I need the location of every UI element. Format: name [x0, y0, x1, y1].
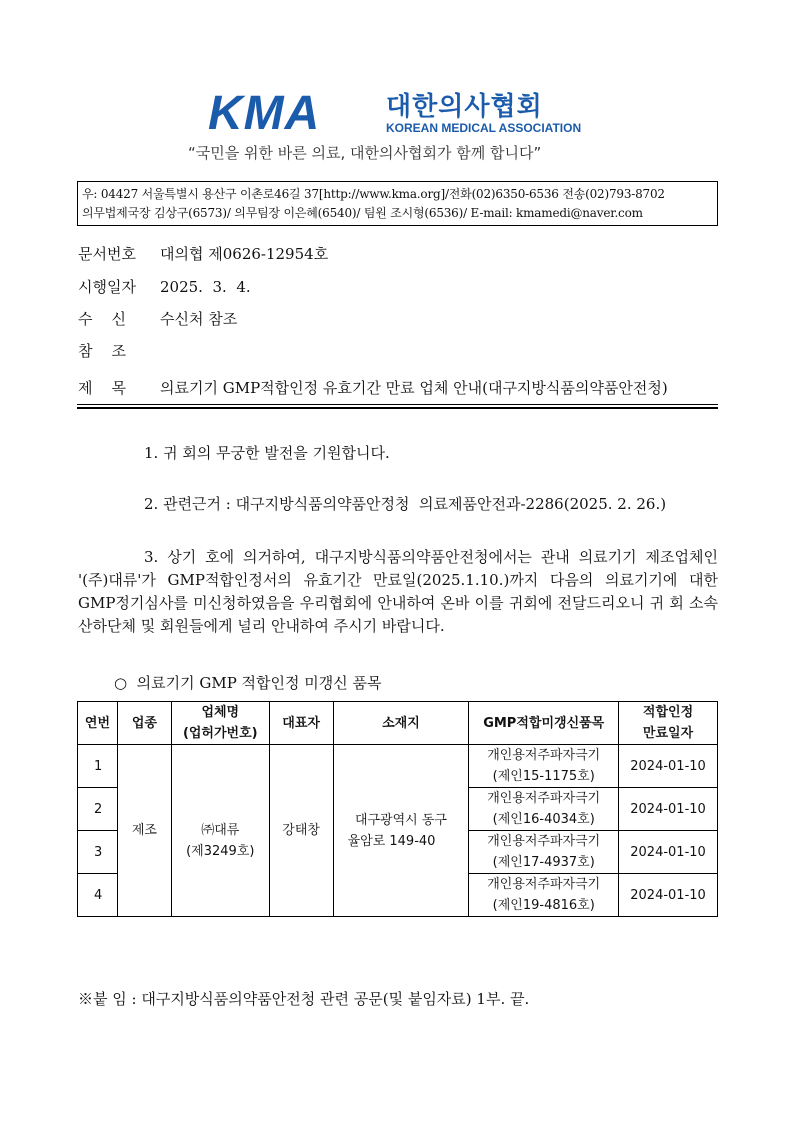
- cell-product: [469, 874, 619, 917]
- paragraph-2: 2. 관련근거 : 대구지방식품의약품안정청 의료제품안전과-2286(2025. 2. 26.): [144, 495, 667, 513]
- logo-english-name: KOREAN MEDICAL ASSOCIATION: [386, 121, 582, 135]
- row-no: 3: [78, 831, 118, 874]
- header-location: 소재지: [333, 702, 469, 745]
- cell-type: 제조: [117, 745, 171, 917]
- subject-divider-thick: [77, 407, 718, 409]
- header-expiry-line2: 만료일자: [642, 726, 694, 741]
- list-title: ○ 의료기기 GMP 적합인정 미갱신 품목: [114, 674, 382, 692]
- product-name: 개인용저주파자극기: [487, 834, 601, 849]
- table-row: [78, 745, 718, 788]
- kma-logo: [208, 87, 586, 140]
- subject: 의료기기 GMP적합인정 유효기간 만료 업체 안내(대구지방식품의약품안전청): [160, 379, 668, 397]
- paragraph-3: 3. 상기 호에 의거하여, 대구지방식품의약품안전청에서는 관내 의료기기 제조업체인 '(주)대류'가 GMP적합인정서의 유효기간 만료일(2025.1.10.)까지 다음의 의료기기에 대한 GMP정기심사를 미신청하였음을 우리협회에 안내하여 온바 이를 귀회에 전달드리오니 귀 회 소속 산하단체 및 회원들에게 널리 안내하여 주시기 바랍니다.: [78, 548, 718, 635]
- product-permit: (제인17-4937호): [492, 855, 595, 870]
- location-line1: 대구광역시 동구: [354, 812, 447, 828]
- header-company-line1: 업체명: [201, 705, 240, 720]
- header-expiry-line1: 적합인정: [642, 705, 694, 720]
- row-no: 1: [78, 745, 118, 788]
- location-line2: 율암로 149-40: [347, 833, 436, 849]
- cell-expiry: 2024-01-10: [619, 745, 718, 788]
- cell-product: [469, 745, 619, 788]
- header-ceo: 대표자: [269, 702, 333, 745]
- product-permit: (제인16-4034호): [492, 812, 595, 827]
- date-label: 시행일자: [78, 278, 136, 296]
- product-name: 개인용저주파자극기: [487, 877, 601, 892]
- table-header-row: [78, 702, 718, 745]
- logo-kma-mark: KMA: [208, 87, 321, 140]
- doc-number: 대의협 제0626-12954호: [160, 245, 329, 263]
- gmp-items-table: [77, 701, 718, 917]
- recipient: 수신처 참조: [160, 310, 238, 328]
- address-line-2: 의무법제국장 김상구(6573)/ 의무팀장 이은혜(6540)/ 팀원 조시형(6536)/ E-mail: kmamedi@naver.com: [82, 206, 643, 220]
- product-name: 개인용저주파자극기: [487, 748, 601, 763]
- product-name: 개인용저주파자극기: [487, 791, 601, 806]
- cell-location: [333, 745, 469, 917]
- subject-label: 제 목: [78, 379, 127, 397]
- header-product: GMP적합미갱신품목: [469, 702, 619, 745]
- recipient-label: 수 신: [78, 310, 127, 328]
- cell-expiry: 2024-01-10: [619, 831, 718, 874]
- cell-company: [171, 745, 269, 917]
- cell-product: [469, 788, 619, 831]
- row-no: 2: [78, 788, 118, 831]
- header-company-line2: (업허가번호): [182, 726, 258, 741]
- header-no: 연번: [78, 702, 118, 745]
- address-line-1: 우: 04427 서울특별시 용산구 이촌로46길 37[http://www.kma.org]/전화(02)6350-6536 전송(02)793-8702: [82, 187, 665, 201]
- cell-expiry: 2024-01-10: [619, 874, 718, 917]
- company-license: (제3249호): [186, 843, 255, 859]
- cc-label: 참 조: [78, 342, 127, 360]
- doc-number-label: 문서번호: [78, 245, 136, 263]
- cell-product: [469, 831, 619, 874]
- date: 2025. 3. 4.: [160, 278, 251, 296]
- row-no: 4: [78, 874, 118, 917]
- header-type: 업종: [117, 702, 171, 745]
- cell-ceo: 강태창: [269, 745, 333, 917]
- product-permit: (제인19-4816호): [492, 898, 595, 913]
- header-expiry: [619, 702, 718, 745]
- subject-divider-thin: [77, 404, 718, 405]
- logo-korean-name: 대한의사협회: [386, 92, 543, 122]
- product-permit: (제인15-1175호): [492, 769, 595, 784]
- attachment-note: ※붙 임 : 대구지방식품의약품안전청 관련 공문(및 붙임자료) 1부. 끝.: [78, 990, 530, 1008]
- cell-expiry: 2024-01-10: [619, 788, 718, 831]
- company-name: ㈜대류: [201, 822, 240, 838]
- header-company: [171, 702, 269, 745]
- address-box: [77, 181, 718, 226]
- paragraph-1: 1. 귀 회의 무궁한 발전을 기원합니다.: [144, 444, 390, 462]
- slogan: “국민을 위한 바른 의료, 대한의사협회가 함께 합니다”: [188, 144, 542, 162]
